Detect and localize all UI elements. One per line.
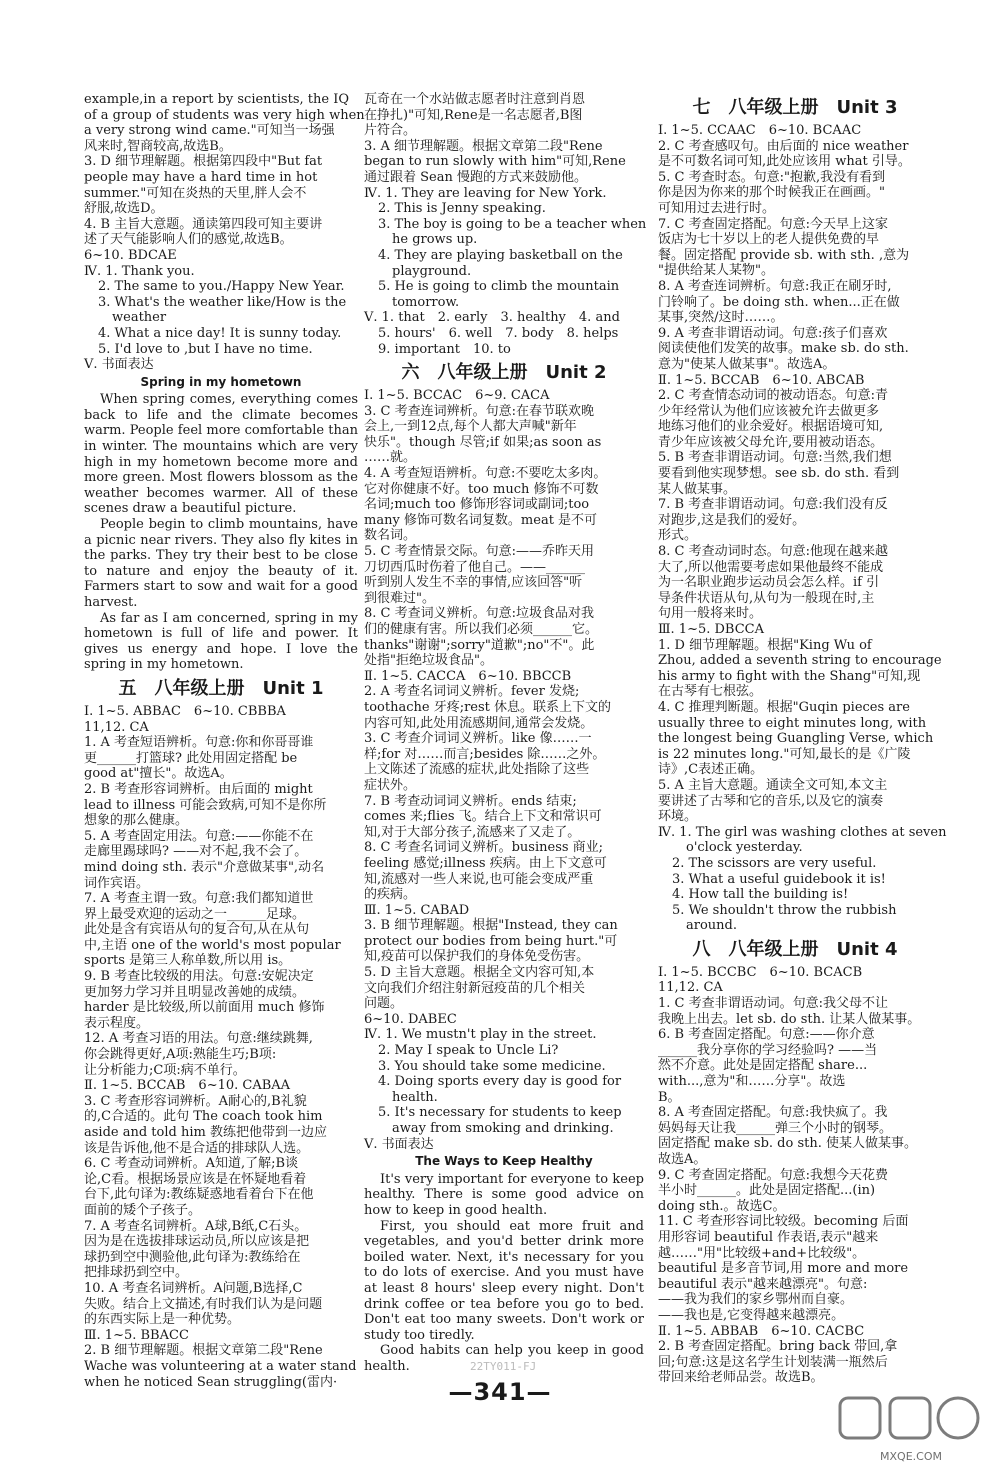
essay-paragraph: It's very important for everyone to keep healthy. There is some good advice on how to keep in good health. [364, 1171, 644, 1218]
answer-line: 文向我们介绍注射新冠疫苗的几个相关 [364, 980, 586, 996]
left-column [84, 92, 365, 1390]
answer-line: 2. The scissors are very useful. [672, 855, 877, 871]
essay-paragraph: First, you should eat more fruit and vegetables, and you'd better drink more boiled water. Next, it's necessary for you to do lots of exercise. And you must have at least 8 hours' sleep every night. Don't drink coffee or tea before you go to bed. Don't eat too many sweets. Don't work or study too tiredly. [364, 1218, 644, 1343]
answer-line: is 22 minutes long."可知,最长的是《广陵 [658, 746, 911, 762]
answer-line: 句用一般将来时。 [658, 606, 763, 622]
answer-line: began to run slowly with him"可知,Rene [364, 154, 626, 170]
answer-line: 11,12. CA [84, 719, 149, 735]
answer-line: 通过跟着 Sean 慢跑的方式来鼓励他。 [364, 169, 587, 185]
answer-line: 此处是含有宾语从句的复合句,从在从句 [84, 922, 310, 938]
answer-line: 餐。固定搭配 provide sb. with sth. ,意为 [658, 247, 910, 263]
answer-line: 样;for 对……而言;besides 除……之外。 [364, 746, 606, 762]
answer-line: 1. C 考查非谓语动词。句意:我父母不让 [658, 996, 888, 1012]
essay-paragraph: As far as I am concerned, spring in my hometown is full of life and power. It gives us energy and hope. I love the spring in my hometown. [84, 610, 358, 673]
answer-line: ……就。 [364, 450, 417, 466]
answer-line: 我晚上出去。let sb. do sth. 让某人做某事。 [658, 1011, 921, 1027]
answer-line: B。 [658, 1089, 681, 1105]
answer-line: the longest being Guangling Verse, which [658, 731, 934, 747]
answer-line: 意为"使某人做某事"。故选A。 [658, 356, 836, 372]
answer-line: 中,主语 one of the world's most popular [84, 937, 341, 953]
answer-line: ——我为我们的家乡鄂州而自豪。 [658, 1292, 854, 1308]
answer-line: 词作宾语。 [84, 875, 150, 891]
answer-line: 你会跳得更好,A项:熟能生巧;B项: [84, 1047, 277, 1063]
answer-line: Ⅲ. 1~5. DBCCA [658, 622, 764, 637]
answer-line: feeling 感觉;illness 疾病。由上下文意可 [364, 855, 607, 871]
answer-line: 2. This is Jenny speaking. [378, 201, 546, 217]
answer-line: 2. B 细节理解题。根据文章第二段"Rene [84, 1343, 323, 1359]
section-heading: 五 八年级上册 Unit 1 [118, 677, 324, 699]
answer-line: Ⅴ. 1. that 2. early 3. healthy 4. and [364, 310, 620, 326]
answer-line: 走廊里踢球吗? ——对不起,我不会了。 [84, 844, 308, 860]
answer-line: 更______打篮球? 此处用固定搭配 be [84, 750, 298, 766]
answer-line: 2. B 考查固定搭配。bring back 带回,拿 [658, 1339, 898, 1355]
answer-line: 想象的那么健康。 [84, 813, 189, 829]
watermark-text: MXQE.COM [880, 1450, 942, 1463]
answer-line: 听到别人发生不幸的事情,应该回答"听 [364, 575, 583, 591]
answer-line: 为一名职业跑步运动员会怎么样。if 引 [658, 575, 880, 591]
answer-line: a very strong wind came."可知当一场强 [84, 123, 335, 139]
answer-line: 妈妈每天让我______弹三个小时的钢琴。 [658, 1120, 893, 1136]
answer-line: 4. A 考查短语辨析。句意:不要吃太多肉。 [364, 466, 607, 482]
answer-line: he grows up. [392, 232, 478, 248]
answer-line: 4. They are playing basketball on the [378, 247, 623, 263]
answer-line: 越……"用"比较级+and+比较级"。 [658, 1245, 866, 1261]
answer-line: 名词;much too 修饰形容词或副词;too [364, 497, 590, 513]
answer-line: 少年经常认为他们应该被允许去做更多 [658, 403, 880, 419]
answer-line: his army to fight with the Shang"可知,现 [658, 668, 921, 684]
answer-line: 3. A 细节理解题。根据文章第二段"Rene [364, 138, 603, 154]
answer-line: Wache was volunteering at a water stand [84, 1358, 357, 1374]
essay-title: The Ways to Keep Healthy [415, 1154, 593, 1169]
answer-line: comes 来;flies 飞。结合上下文和常识可 [364, 809, 602, 825]
answer-line: Ⅰ. 1~5. BCCBC 6~10. BCACB [658, 964, 863, 980]
answer-line: 大了,所以他需要考虑如果他最终不能成 [658, 559, 884, 575]
answer-line: usually three to eight minutes long, with [658, 715, 927, 731]
answer-line: 4. What a nice day! It is sunny today. [98, 325, 342, 341]
answer-line: 知,对于大部分孩子,流感来了又走了。 [364, 824, 581, 840]
answer-line: 风来时,智商较高,故选B。 [84, 138, 232, 154]
answer-line: toothache 牙疼;rest 休息。联系上下文的 [364, 699, 612, 715]
page-number: —341— [448, 1378, 552, 1406]
answer-line: 知,疫苗可以保护我们的身体免受伤害。 [364, 949, 590, 965]
essay-paragraph: Good habits can help you keep in good health. [364, 1343, 644, 1374]
answer-line: 球扔到空中测验他,此句译为:教练给在 [84, 1249, 301, 1265]
answer-line: 6~10. DABEC [364, 1011, 457, 1027]
answer-line: 在挣扎)"可知,Rene是一名志愿者,B图 [364, 107, 583, 123]
answer-line: aside and told him 教练把他带到一边应 [84, 1125, 327, 1140]
answer-line: 3. What's the weather like/How is the [98, 294, 347, 310]
answer-line: 3. C 考查介词词义辨析。like 像……一 [364, 731, 592, 747]
answer-line: 上文陈述了流感的症状,此处指除了这些 [364, 762, 590, 778]
answer-line: 8. A 考查连词辨析。句意:我正在刷牙时, [658, 278, 892, 294]
answer-line: around. [686, 918, 737, 934]
answer-line: Ⅴ. 书面表达 [84, 357, 154, 373]
answer-line: 处指"拒绝垃圾食品"。 [364, 653, 493, 669]
answer-line: 失败。结合上文描述,有时我们认为是问题 [84, 1296, 323, 1312]
answer-line: 阅读使他们发笑的故事。make sb. do sth. [658, 341, 909, 357]
answer-line: 刀切西瓜时伤着了他自己。——______ [364, 559, 586, 575]
answer-line: 3. What a useful guidebook it is! [672, 871, 886, 887]
answer-line: 表示程度。 [84, 1015, 150, 1031]
answer-line: sports 是第三人称单数,所以用 is。 [84, 953, 292, 969]
answer-line: Ⅴ. 书面表达 [364, 1136, 434, 1152]
answer-line: Ⅳ. 1. We mustn't play in the street. [364, 1027, 597, 1043]
answer-line: 该是告诉他,他不是合适的排球队人选。 [84, 1140, 310, 1156]
answer-line: 饭店为七十岁以上的老人提供免费的早 [658, 232, 880, 248]
answer-line: 回;句意:这是这名学生计划装满一瓶然后 [658, 1354, 888, 1370]
answer-line: 的东西实际上是一种优势。 [84, 1312, 241, 1328]
print-code: 22TY011-FJ [470, 1360, 537, 1373]
answer-line: 台下,此句译为:教练疑惑地看着台下在他 [84, 1187, 314, 1203]
answer-line: "提供给某人某物"。 [658, 263, 774, 279]
answer-line: 6. C 考查动词辨析。A知道,了解;B谈 [84, 1156, 299, 1172]
answer-line: 2. May I speak to Uncle Li? [378, 1043, 559, 1059]
answer-line: 4. C 推理判断题。根据"Guqin pieces are [658, 699, 910, 715]
answer-line: 带回来给老师品尝。故选B。 [658, 1370, 824, 1386]
answer-line: 3. You should take some medicine. [378, 1058, 606, 1074]
watermark-logo [836, 1392, 986, 1464]
answer-line: 5. We shouldn't throw the rubbish [672, 902, 897, 918]
middle-column [364, 92, 647, 1374]
right-column [658, 92, 947, 1386]
answer-line: 快乐"。though 尽管;if 如果;as soon as [364, 434, 602, 450]
answer-line: 导条件状语从句,从句为一般现在时,主 [658, 590, 875, 606]
answer-line: 数名词。 [364, 528, 417, 544]
answer-line: 界上最受欢迎的运动之一______足球。 [84, 906, 306, 922]
answer-line: playground. [392, 263, 472, 279]
essay-title: Spring in my hometown [140, 374, 302, 389]
answer-line: 4. How tall the building is! [672, 887, 849, 903]
answer-line: Zhou, added a seventh string to encourage [658, 653, 942, 669]
answer-line: 1. A 考查短语辨析。句意:你和你哥哥谁 [84, 735, 314, 751]
answer-line: 3. The boy is going to be a teacher when [378, 216, 647, 232]
answer-line: 10. A 考查名词辨析。A问题,B选择,C [84, 1280, 303, 1296]
section-heading: 七 八年级上册 Unit 3 [692, 97, 898, 118]
answer-line: 青少年应该被父母允许,要用被动语态。 [658, 434, 884, 450]
answer-line: 9. C 考查固定搭配。句意:我想今天花费 [658, 1167, 888, 1183]
answer-line: 3. D 细节理解题。根据第四段中"But fat [84, 154, 323, 170]
answer-line: Ⅰ. 1~5. ABBAC 6~10. CBBBA [84, 703, 286, 719]
answer-line: 内容可知,此处用流感期间,通常会发烧。 [364, 715, 594, 731]
watermark-icon [836, 1392, 986, 1446]
answer-line: of a group of students was very high when [84, 107, 365, 123]
answer-line: 对跑步,这是我们的爱好。 [658, 512, 806, 528]
answer-line: Ⅲ. 1~5. CABAD [364, 902, 470, 918]
answer-line: 9. A 考查非谓语动词。句意:孩子们喜欢 [658, 325, 888, 341]
answer-line: away from smoking and drinking. [392, 1121, 614, 1136]
answer-line: 片符合。 [364, 123, 417, 139]
answer-line: 11,12. CA [658, 980, 723, 996]
answer-line: tomorrow. [392, 294, 460, 310]
answer-line: many 修饰可数名词复数。meat 是不可 [364, 512, 598, 528]
answer-line: 8. A 考查固定搭配。句意:我快疯了。我 [658, 1105, 888, 1121]
answer-line: 让分析能力;C项:病不单行。 [84, 1062, 246, 1078]
answer-line: 2. B 考查形容词辨析。由后面的 might [84, 781, 313, 797]
answer-line: 会上,一到12点,每个人都大声喊"新年 [364, 419, 577, 435]
answer-line: 可知用过去进行时。 [658, 200, 776, 216]
answer-line: Ⅱ. 1~5. ABBAB 6~10. CACBC [658, 1323, 865, 1339]
answer-line: Ⅱ. 1~5. CACCA 6~10. BBCCB [364, 668, 572, 684]
answer-line: 地练习他们的业余爱好。根据语境可知, [658, 419, 884, 435]
answer-line: 3. B 细节理解题。根据"Instead, they can [364, 918, 618, 934]
answer-line: 8. C 考查名词词义辨析。business 商业; [364, 840, 604, 856]
answer-line: 它对你健康不好。too much 修饰不可数 [364, 481, 599, 497]
answer-line: 5. B 考查非谓语动词。句意:当然,我们想 [658, 450, 892, 466]
answer-line: 2. C 考查情态动词的被动语态。句意:青 [658, 388, 888, 404]
answer-line: 问题。 [364, 996, 404, 1012]
answer-line: 故选A。 [658, 1152, 707, 1167]
answer-line: 7. B 考查动词词义辨析。ends 结束; [364, 793, 577, 809]
answer-line: weather [112, 310, 167, 326]
answer-line: 知,流感对一些人来说,也可能会变成严重 [364, 871, 594, 887]
answer-line: 5. C 考查情景交际。句意:——乔昨天用 [364, 544, 594, 560]
answer-line: 6~10. BDCAE [84, 247, 177, 263]
answer-line: 2. The same to you./Happy New Year. [98, 279, 345, 295]
answer-line: 2. C 考查感叹句。由后面的 nice weather [658, 138, 909, 154]
answer-line: 1. D 细节理解题。根据"King Wu of [658, 637, 872, 653]
answer-line: example,in a report by scientists, the IQ [84, 92, 349, 107]
essay-paragraph: People begin to climb mountains, have a picnic near rivers. They also fly kites in the parks. They try their best to be close to nature and enjoy the beauty of it. Farmers start to sow and wait for a good harvest. [84, 517, 358, 610]
answer-line: 因为是在选拔排球运动员,所以应该是把 [84, 1234, 310, 1250]
answer-line: 4. Doing sports every day is good for [378, 1074, 622, 1090]
answer-line: 把排球扔到空中。 [84, 1265, 189, 1281]
answer-line: 形式。 [658, 528, 698, 544]
answer-line: Ⅰ. 1~5. CCAAC 6~10. BCAAC [658, 123, 862, 138]
answer-line: 12. A 考查习语的用法。句意:继续跳舞, [84, 1031, 313, 1047]
answer-line: 9. B 考查比较级的用法。句意:安妮决定 [84, 969, 314, 985]
answer-line: 11. C 考查形容词比较级。becoming 后面 [658, 1214, 909, 1230]
answer-line: 5. It's necessary for students to keep [378, 1105, 622, 1121]
answer-line: 7. B 考查非谓语动词。句意:我们没有反 [658, 497, 888, 513]
answer-line: 更加努力学习并且明显改善她的成绩。 [84, 984, 306, 1000]
answer-line: mind doing sth. 表示"介意做某事",动名 [84, 859, 325, 875]
answer-line: 6. B 考查固定搭配。句意:——你介意 [658, 1027, 875, 1043]
section-heading: 六 八年级上册 Unit 2 [401, 362, 607, 384]
answer-line: 门铃响了。be doing sth. when...正在做 [658, 294, 900, 310]
answer-line: 5. D 主旨大意题。根据全文内容可知,本 [364, 965, 595, 981]
answer-line: lead to illness 可能会致病,可知不是你所 [84, 797, 327, 813]
answer-line: 某人做某事。 [658, 481, 737, 497]
answer-line: Ⅳ. 1. The girl was washing clothes at seven [658, 824, 947, 840]
answer-line: 要看到他实现梦想。see sb. do sth. 看到 [658, 466, 900, 482]
answer-line: 9. important 10. to [378, 341, 511, 357]
answer-line: beautiful 表示"越来越漂亮"。句意: [658, 1276, 868, 1292]
answer-line: 症状外。 [364, 777, 417, 793]
answer-line: 论,C看。根据场景应该是在怀疑地看着 [84, 1171, 307, 1187]
essay-paragraph: When spring comes, everything comes back to life and the climate becomes warm. People feel more comfortable than in winter. The mountains which are very high in my hometown become more and more green. Most flowers blossom as the weather becomes warmer. All of these scenes draw a beautiful picture. [84, 392, 358, 517]
answer-line: 5. I'd love to ,but I have no time. [98, 341, 313, 357]
answer-line: good at"擅长"。故选A。 [84, 766, 233, 782]
answer-line: 诗》,C表述正确。 [658, 762, 764, 778]
answer-line: harder 是比较级,所以前面用 much 修饰 [84, 1000, 325, 1016]
answer-line: with...,意为"和……分享"。故选 [658, 1074, 846, 1090]
answer-line: 面前的矮个子孩子。 [84, 1202, 202, 1218]
answer-line: ______我分享你的学习经验吗? ——当 [658, 1042, 878, 1058]
answer-line: ——我也是,它变得越来越漂亮。 [658, 1307, 845, 1323]
answer-line: 述了天气能影响人们的感觉,故选B。 [84, 232, 293, 248]
answer-line: 是不可数名词可知,此处应该用 what 引导。 [658, 154, 911, 170]
answer-line: beautiful 是多音节词,用 more and more [658, 1261, 909, 1277]
answer-line: 5. A 考查固定用法。句意:——你能不在 [84, 828, 314, 844]
answer-line: 5. A 主旨大意题。通读全文可知,本文主 [658, 777, 888, 793]
answer-line: o'clock yesterday. [686, 840, 803, 856]
answer-line: 瓦奇在一个水站做志愿者时注意到肖恩 [364, 92, 586, 107]
answer-line: 固定搭配 make sb. do sth. 使某人做某事。 [658, 1136, 917, 1152]
answer-line: 2. A 考查名词词义辨析。fever 发烧; [364, 684, 580, 700]
section-heading: 八 八年级上册 Unit 4 [692, 938, 898, 960]
answer-line: thanks"谢谢";sorry"道歉";no"不"。此 [364, 637, 595, 653]
answer-line: 7. C 考查固定搭配。句意:今天早上这家 [658, 216, 888, 232]
answer-line: Ⅳ. 1. Thank you. [84, 263, 195, 279]
answer-line: 你是因为你来的那个时候我正在画画。" [658, 185, 885, 201]
answer-line: people may have a hard time in hot [84, 169, 318, 185]
answer-line: 5. hours' 6. well 7. body 8. helps [378, 325, 619, 341]
answer-line: when he noticed Sean struggling(雷内· [84, 1374, 338, 1390]
answer-line: Ⅰ. 1~5. BCCAC 6~9. CACA [364, 388, 550, 404]
answer-line: 4. B 主旨大意题。通读第四段可知主要讲 [84, 216, 323, 232]
answer-line: 8. C 考查词义辨析。句意:垃圾食品对我 [364, 606, 594, 622]
answer-line: Ⅱ. 1~5. BCCAB 6~10. CABAA [84, 1078, 291, 1094]
answer-line: summer."可知在炎热的天里,胖人会不 [84, 185, 307, 201]
answer-line: 5. C 考查时态。句意:"抱歉,我没有看到 [658, 169, 886, 185]
answer-line: Ⅱ. 1~5. BCCAB 6~10. ABCAB [658, 372, 865, 388]
answer-line: 到很难过"。 [364, 590, 435, 606]
answer-line: 舒服,故选D。 [84, 201, 164, 217]
answer-line: 7. A 考查名词辨析。A球,B纸,C石头。 [84, 1218, 308, 1234]
answer-line: 的疾病。 [364, 887, 417, 903]
answer-line: 8. C 考查动词时态。句意:他现在越来越 [658, 544, 888, 560]
answer-line: 3. C 考查连词辨析。句意:在春节联欢晚 [364, 403, 594, 419]
answer-line: 3. C 考查形容词辨析。A耐心的,B礼貌 [84, 1093, 307, 1109]
answer-line: 半小时______。此处是固定搭配...(in) [658, 1183, 876, 1199]
answer-line: 7. A 考查主谓一致。句意:我们都知道世 [84, 891, 314, 907]
answer-line: 某事,突然/这时……。 [658, 310, 784, 326]
answer-line: Ⅳ. 1. They are leaving for New York. [364, 185, 607, 201]
answer-line: Ⅲ. 1~5. BBACC [84, 1327, 189, 1343]
answer-line: 们的健康有害。所以我们必须______它。 [364, 622, 599, 637]
answer-line: 的,C合适的。此句 The coach took him [84, 1109, 323, 1125]
answer-line: doing sth.。故选C。 [658, 1198, 786, 1214]
answer-line: 在古琴有七根弦。 [658, 684, 763, 700]
answer-line: 要讲述了古琴和它的音乐,以及它的演奏 [658, 793, 884, 809]
answer-line: health. [392, 1089, 438, 1105]
answer-line: 用形容词 beautiful 作表语,表示"越来 [658, 1229, 879, 1245]
answer-line: 然不介意。此处是固定搭配 share... [658, 1058, 868, 1074]
answer-line: 环境。 [658, 809, 698, 825]
answer-line: 5. He is going to climb the mountain [378, 279, 620, 295]
answer-line: protect our bodies from being hurt."可 [364, 933, 618, 949]
